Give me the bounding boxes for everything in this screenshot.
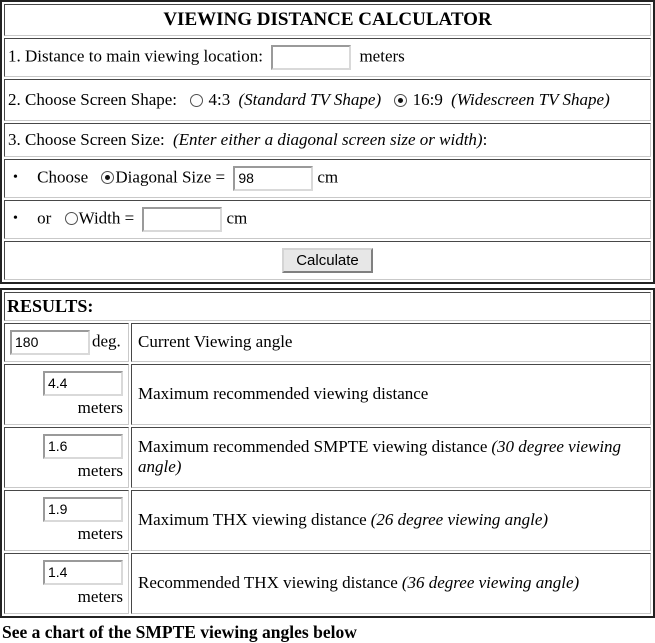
- page-title: VIEWING DISTANCE CALCULATOR: [4, 4, 651, 36]
- smpte-distance-unit: meters: [77, 460, 123, 480]
- viewing-angle-label: Current Viewing angle: [131, 323, 651, 362]
- screen-shape-row: [4, 79, 651, 121]
- viewing-angle-cell: [4, 323, 129, 362]
- width-radio[interactable]: [65, 212, 78, 225]
- width-input[interactable]: [142, 207, 222, 232]
- rec-thx-distance-input[interactable]: [43, 560, 123, 585]
- smpte-distance-cell: [4, 427, 129, 488]
- screen-shape-label: 2. Choose Screen Shape:: [8, 90, 178, 109]
- screen-size-header-row: [4, 123, 651, 157]
- viewing-angle-unit: deg.: [92, 330, 121, 350]
- rec-thx-distance-label: Recommended THX viewing distance (36 degree viewing angle): [131, 553, 651, 614]
- calculate-row: [4, 241, 651, 280]
- diagonal-size-input[interactable]: [233, 166, 313, 191]
- table-row: [4, 490, 651, 551]
- shape-4-3-note: (Standard TV Shape): [238, 90, 382, 109]
- width-unit: cm: [226, 207, 248, 227]
- bullet-icon: •: [13, 169, 18, 185]
- diagonal-radio[interactable]: [101, 171, 114, 184]
- max-distance-unit: meters: [77, 397, 123, 417]
- viewing-angle-input[interactable]: [10, 330, 90, 355]
- calculate-button[interactable]: Calculate: [282, 248, 373, 273]
- shape-4-3-label: 4:3: [208, 90, 231, 109]
- shape-16-9-label: 16:9: [412, 90, 443, 109]
- screen-size-note: (Enter either a diagonal screen size or width): [173, 129, 483, 149]
- distance-unit: meters: [359, 46, 405, 66]
- distance-row: [4, 38, 651, 77]
- screen-size-suffix: :: [482, 129, 488, 149]
- max-distance-label: Maximum recommended viewing distance: [131, 364, 651, 425]
- shape-16-9-radio[interactable]: [394, 94, 407, 107]
- diagonal-unit: cm: [317, 166, 339, 186]
- shape-16-9-note: (Widescreen TV Shape): [451, 90, 610, 109]
- max-thx-distance-note: (26 degree viewing angle): [370, 510, 549, 530]
- distance-input[interactable]: [271, 45, 351, 70]
- table-row: [4, 553, 651, 614]
- distance-label: 1. Distance to main viewing location:: [8, 46, 263, 66]
- diagonal-prefix: Choose: [37, 166, 89, 186]
- smpte-distance-note: (30 degree viewing angle): [138, 437, 622, 477]
- smpte-distance-label: Maximum recommended SMPTE viewing distance (30 degree viewing angle): [131, 427, 651, 488]
- width-label: Width =: [78, 207, 135, 227]
- max-distance-input[interactable]: [43, 371, 123, 396]
- rec-thx-distance-cell: [4, 553, 129, 614]
- max-distance-cell: [4, 364, 129, 425]
- bullet-icon: •: [13, 210, 18, 226]
- max-thx-distance-label: Maximum THX viewing distance (26 degree viewing angle): [131, 490, 651, 551]
- width-prefix: or: [37, 207, 52, 227]
- table-row: [4, 364, 651, 425]
- results-table: [0, 288, 655, 618]
- rec-thx-distance-note: (36 degree viewing angle): [401, 573, 580, 593]
- width-row: [4, 200, 651, 239]
- diagonal-label: Diagonal Size =: [115, 166, 226, 186]
- max-thx-distance-input[interactable]: [43, 497, 123, 522]
- max-thx-distance-unit: meters: [77, 523, 123, 543]
- diagonal-size-row: [4, 159, 651, 198]
- table-row: [4, 323, 651, 362]
- screen-size-label: 3. Choose Screen Size:: [8, 129, 165, 149]
- smpte-distance-input[interactable]: [43, 434, 123, 459]
- calculator-form-table: [0, 0, 655, 284]
- clipped-footer-text: See a chart of the SMPTE viewing angles below: [2, 621, 357, 642]
- rec-thx-distance-unit: meters: [77, 586, 123, 606]
- table-row: [4, 427, 651, 488]
- results-header: RESULTS:: [4, 292, 651, 321]
- shape-4-3-radio[interactable]: [190, 94, 203, 107]
- max-thx-distance-cell: [4, 490, 129, 551]
